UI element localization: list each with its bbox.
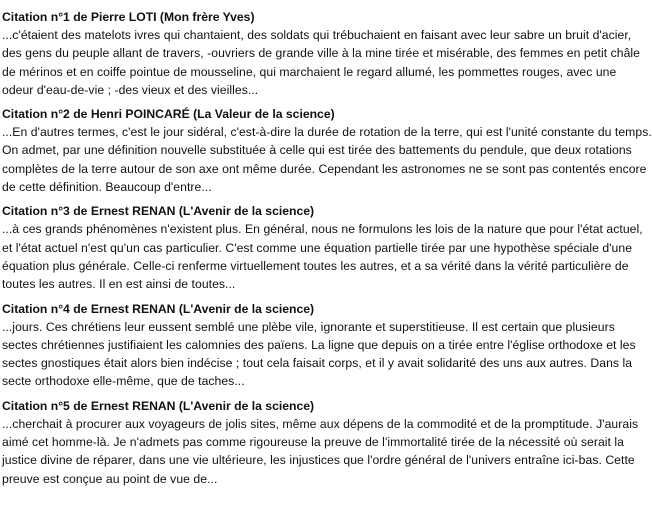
text-line: preuve est conçue au point de vue de...	[2, 471, 218, 486]
text-line: des gens du peuple allant de travers, -ouvriers de grande ville à la mine tirée et misérable, des femmes en petit châle	[2, 46, 641, 61]
citation-title: Citation n°4 de Ernest RENAN (L'Avenir de la science)	[2, 301, 315, 316]
text-line: ...c'étaient des matelots ivres qui chantaient, des soldats qui trébuchaient en faisant avec leur sabre un bruit d'acier,	[2, 28, 632, 42]
text-line: et l'état actuel n'est qu'un cas particulier. C'est comme une équation partielle tirée par une hypothèse spéciale d'une	[2, 240, 633, 255]
text-line: secte orthodoxe elle-même, que de taches...	[2, 374, 245, 389]
text-line: sectes chrétiennes justifiaient les calomnies des païens. La ligne que depuis on a tirée entre l'église orthodoxe et les	[2, 337, 636, 352]
text-line: ...jours. Ces chrétiens leur eussent semblé une plèbe vile, ignorante et superstitieuse. Il est certain que plusieurs	[2, 319, 615, 334]
text-line: sectes gnostiques était alors bien indécise ; tout cela faisait corps, et il y avait solidarité des uns aux autres. Dans la	[2, 356, 633, 371]
citation-title: Citation n°5 de Ernest RENAN (L'Avenir de la science)	[2, 398, 315, 413]
citation-5	[2, 397, 646, 488]
text-line: aimé cet homme-là. Je n'admets pas comme rigoureuse la preuve de l'immortalité tirée de la nécessité où serait la	[2, 435, 624, 450]
citation-2	[2, 105, 652, 196]
text-line: toutes les autres. Il en est ainsi de toutes...	[2, 277, 236, 292]
citation-3	[2, 202, 646, 293]
text-line: odeur d'eau-de-vie ; -des vieux et des vieilles...	[2, 82, 259, 97]
citation-title: Citation n°3 de Ernest RENAN (L'Avenir de la science)	[2, 204, 315, 219]
text-line: ...à ces grands phénomènes n'existent plus. En général, nous ne formulons les lois de la nature que pour l'état actuel,	[2, 222, 643, 237]
text-line: de cette définition. Beaucoup d'entre...	[2, 180, 212, 195]
citation-text	[2, 26, 646, 99]
text-line: On admet, par une définition nouvelle substituée à celle qui est tirée des battements du pendule, que deux rotations	[2, 143, 632, 158]
text-line: justice divine de réparer, dans une vie ultérieure, les injustices que l'ordre général de l'univers entraîne ici-bas. Cette	[2, 453, 635, 468]
citation-1	[2, 8, 646, 99]
text-line: ...En d'autres termes, c'est le jour sidéral, c'est-à-dire la durée de rotation de la terre, qui est l'unité constante du temps.	[2, 125, 652, 140]
citation-text	[2, 220, 646, 293]
citation-4	[2, 300, 646, 391]
text-line: de mérinos et en coiffe pointue de mousseline, qui marchaient le regard allumé, les pommettes rouges, avec une	[2, 64, 617, 79]
text-line: ...cherchait à procurer aux voyageurs de jolis sites, même aux dépens de la commodité et de la promptitude. J'aurais	[2, 416, 639, 431]
citation-title: Citation n°2 de Henri POINCARÉ (La Valeur de la science)	[2, 107, 335, 122]
citation-text	[2, 318, 646, 391]
citation-title: Citation n°1 de Pierre LOTI (Mon frère Yves)	[2, 10, 255, 24]
citation-text	[2, 415, 646, 488]
text-line: complètes de la terre autour de son axe ont même durée. Cependant les astronomes ne se sont pas contentés encore	[2, 161, 647, 176]
text-line: équation plus générale. Celle-ci renferme virtuellement toutes les autres, et a sa vérité dans la vérité particulière de	[2, 258, 629, 273]
citation-text	[2, 123, 652, 196]
